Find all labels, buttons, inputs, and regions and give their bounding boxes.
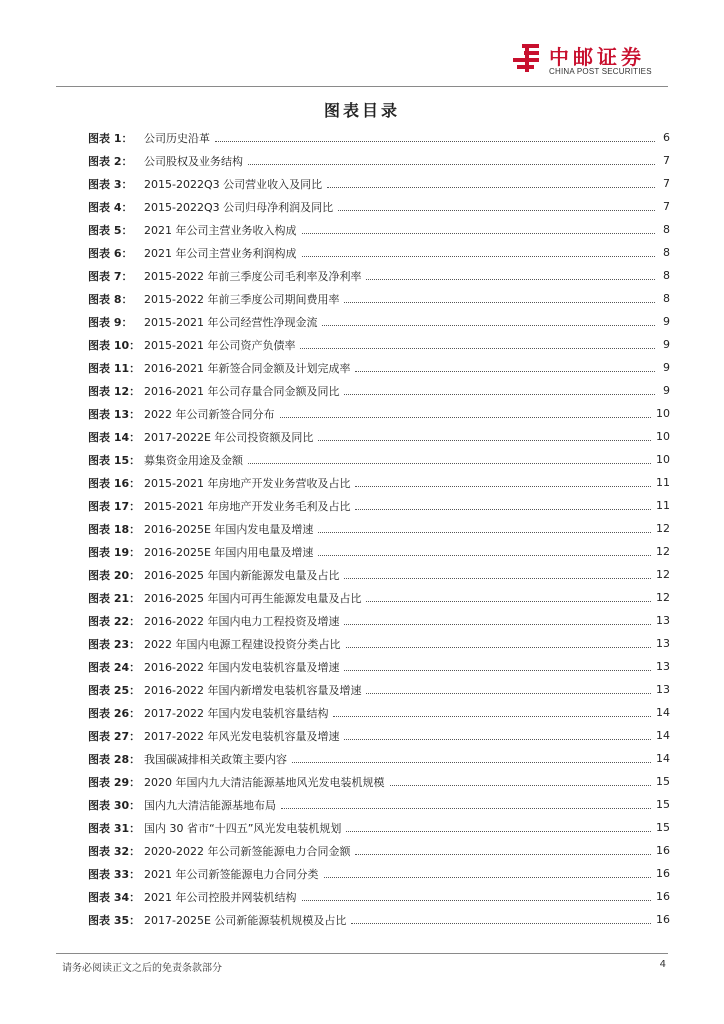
china-post-logo-icon [512, 43, 540, 73]
toc-entry-title: 2017-2022 年风光发电装机容量及增速 [144, 729, 340, 743]
toc-dot-leader [324, 877, 652, 878]
toc-entry[interactable] [88, 655, 670, 678]
toc-entry-label: 图表 21： [88, 591, 141, 605]
toc-entry-page: 16 [656, 890, 670, 903]
toc-entry-title: 募集资金用途及金额 [144, 453, 243, 467]
toc-entry[interactable] [88, 333, 670, 356]
toc-entry[interactable] [88, 816, 670, 839]
toc-entry-title: 国内 30 省市“十四五”风光发电装机规划 [144, 821, 342, 835]
toc-dot-leader [318, 532, 651, 533]
toc-dot-leader [344, 394, 655, 395]
toc-entry-label: 图表 14： [88, 430, 141, 444]
toc-entry-page: 13 [656, 614, 670, 627]
toc-entry-title: 2021 年公司主营业务利润构成 [144, 246, 297, 260]
toc-entry-title: 2020-2022 年公司新签能源电力合同金额 [144, 844, 351, 858]
toc-entry-title: 国内九大清洁能源基地布局 [144, 798, 276, 812]
toc-entry-title: 2016-2021 年新签合同金额及计划完成率 [144, 361, 351, 375]
toc-entry[interactable] [88, 885, 670, 908]
toc-entry[interactable] [88, 701, 670, 724]
toc-entry-label: 图表 28： [88, 752, 141, 766]
toc-entry-title: 2021 年公司主营业务收入构成 [144, 223, 297, 237]
toc-entry-page: 10 [656, 430, 670, 443]
toc-entry-label: 图表 6： [88, 246, 133, 260]
toc-dot-leader [248, 463, 651, 464]
toc-entry-title: 公司历史沿革 [144, 131, 210, 145]
toc-entry-label: 图表 8： [88, 292, 133, 306]
toc-entry-title: 我国碳减排相关政策主要内容 [144, 752, 287, 766]
toc-entry[interactable] [88, 609, 670, 632]
toc-entry-label: 图表 2： [88, 154, 133, 168]
page-number: 4 [659, 959, 666, 970]
toc-entry-label: 图表 29： [88, 775, 141, 789]
toc-dot-leader [302, 900, 652, 901]
toc-entry-label: 图表 27： [88, 729, 141, 743]
toc-entry-label: 图表 1： [88, 131, 133, 145]
toc-dot-leader [318, 440, 651, 441]
toc-entry-title: 2022 年公司新签合同分布 [144, 407, 275, 421]
toc-entry-label: 图表 19： [88, 545, 141, 559]
toc-entry[interactable] [88, 517, 670, 540]
toc-entry[interactable] [88, 241, 670, 264]
toc-entry-page: 11 [656, 476, 670, 489]
toc-entry-title: 2015-2022Q3 公司营业收入及同比 [144, 177, 323, 191]
toc-entry-title: 公司股权及业务结构 [144, 154, 243, 168]
toc-entry-title: 2015-2021 年公司经营性净现金流 [144, 315, 318, 329]
toc-entry-label: 图表 11： [88, 361, 141, 375]
toc-entry-page: 8 [663, 223, 670, 236]
toc-dot-leader [355, 509, 651, 510]
toc-entry-label: 图表 20： [88, 568, 141, 582]
toc-dot-leader [355, 371, 655, 372]
toc-dot-leader [338, 210, 655, 211]
toc-dot-leader [351, 923, 651, 924]
toc-entry-label: 图表 34： [88, 890, 141, 904]
toc-entry[interactable] [88, 448, 670, 471]
toc-dot-leader [302, 233, 656, 234]
toc-entry-title: 2016-2025 年国内可再生能源发电量及占比 [144, 591, 362, 605]
toc-dot-leader [366, 693, 651, 694]
toc-entry-label: 图表 5： [88, 223, 133, 237]
toc-entry-title: 2016-2025E 年国内发电量及增速 [144, 522, 314, 536]
toc-entry-title: 2022 年国内电源工程建设投资分类占比 [144, 637, 341, 651]
toc-entry-label: 图表 10： [88, 338, 141, 352]
toc-dot-leader [366, 601, 651, 602]
toc-entry-page: 7 [663, 200, 670, 213]
toc-entry-label: 图表 31： [88, 821, 141, 835]
toc-entry[interactable] [88, 908, 670, 931]
toc-entry-page: 10 [656, 407, 670, 420]
toc-entry[interactable] [88, 172, 670, 195]
toc-entry[interactable] [88, 287, 670, 310]
toc-entry[interactable] [88, 793, 670, 816]
toc-entry-page: 15 [656, 775, 670, 788]
toc-dot-leader [344, 302, 655, 303]
toc-entry-title: 2016-2022 年国内新增发电装机容量及增速 [144, 683, 362, 697]
toc-entry-title: 2016-2025 年国内新能源发电量及占比 [144, 568, 340, 582]
toc-entry-label: 图表 23： [88, 637, 141, 651]
toc-entry-label: 图表 22： [88, 614, 141, 628]
company-logo [512, 40, 672, 80]
toc-dot-leader [390, 785, 652, 786]
toc-entry-page: 12 [656, 522, 670, 535]
toc-dot-leader [344, 670, 651, 671]
toc-entry-label: 图表 3： [88, 177, 133, 191]
toc-entry-page: 12 [656, 545, 670, 558]
toc-entry-title: 2017-2022E 年公司投资额及同比 [144, 430, 314, 444]
toc-entry-label: 图表 32： [88, 844, 141, 858]
footer-divider [56, 953, 668, 954]
toc-entry-page: 6 [663, 131, 670, 144]
toc-dot-leader [300, 348, 655, 349]
toc-entry[interactable] [88, 402, 670, 425]
toc-entry-label: 图表 15： [88, 453, 141, 467]
toc-entry-page: 16 [656, 913, 670, 926]
toc-dot-leader [355, 486, 651, 487]
toc-dot-leader [327, 187, 655, 188]
toc-entry-label: 图表 33： [88, 867, 141, 881]
toc-entry-page: 15 [656, 821, 670, 834]
toc-entry-page: 9 [663, 361, 670, 374]
toc-entry-page: 11 [656, 499, 670, 512]
toc-entry-label: 图表 35： [88, 913, 141, 927]
toc-entry-page: 16 [656, 867, 670, 880]
toc-dot-leader [344, 624, 651, 625]
toc-entry-label: 图表 17： [88, 499, 141, 513]
toc-entry-title: 2015-2022 年前三季度公司毛利率及净利率 [144, 269, 362, 283]
toc-entry[interactable] [88, 770, 670, 793]
toc-entry[interactable] [88, 540, 670, 563]
toc-entry-label: 图表 18： [88, 522, 141, 536]
toc-dot-leader [215, 141, 655, 142]
toc-entry-page: 8 [663, 246, 670, 259]
toc-entry-title: 2017-2025E 公司新能源装机规模及占比 [144, 913, 347, 927]
toc-entry-page: 13 [656, 637, 670, 650]
toc-entry-page: 8 [663, 269, 670, 282]
toc-entry[interactable] [88, 149, 670, 172]
logo-chinese-name: 中邮证券 [549, 45, 645, 69]
toc-entry-page: 14 [656, 729, 670, 742]
toc-dot-leader [346, 647, 652, 648]
toc-entry-title: 2017-2022 年国内发电装机容量结构 [144, 706, 329, 720]
toc-entry-page: 16 [656, 844, 670, 857]
toc-entry[interactable] [88, 839, 670, 862]
toc-entry-title: 2016-2022 年国内发电装机容量及增速 [144, 660, 340, 674]
header-divider [56, 86, 668, 87]
toc-entry[interactable] [88, 862, 670, 885]
toc-dot-leader [366, 279, 655, 280]
toc-entry[interactable] [88, 126, 670, 149]
toc-entry-page: 9 [663, 384, 670, 397]
toc-entry-title: 2016-2021 年公司存量合同金额及同比 [144, 384, 340, 398]
toc-entry-page: 14 [656, 706, 670, 719]
toc-entry-title: 2021 年公司控股并网装机结构 [144, 890, 297, 904]
toc-entry-page: 9 [663, 315, 670, 328]
toc-entry[interactable] [88, 747, 670, 770]
toc-dot-leader [344, 578, 651, 579]
toc-dot-leader [355, 854, 651, 855]
toc-dot-leader [344, 739, 651, 740]
toc-dot-leader [292, 762, 651, 763]
toc-dot-leader [280, 417, 652, 418]
toc-entry-label: 图表 25： [88, 683, 141, 697]
toc-entry-title: 2016-2022 年国内电力工程投资及增速 [144, 614, 340, 628]
toc-entry[interactable] [88, 563, 670, 586]
toc-entry[interactable] [88, 494, 670, 517]
toc-entry-page: 8 [663, 292, 670, 305]
toc-dot-leader [333, 716, 651, 717]
toc-entry-title: 2015-2021 年公司资产负债率 [144, 338, 296, 352]
logo-english-name: CHINA POST SECURITIES [549, 67, 652, 76]
toc-entry[interactable] [88, 632, 670, 655]
footer-disclaimer: 请务必阅读正文之后的免责条款部分 [62, 963, 222, 974]
toc-dot-leader [281, 808, 651, 809]
figure-list [88, 126, 670, 931]
toc-entry[interactable] [88, 471, 670, 494]
toc-entry-title: 2020 年国内九大清洁能源基地风光发电装机规模 [144, 775, 385, 789]
toc-entry-label: 图表 4： [88, 200, 133, 214]
toc-entry-title: 2016-2025E 年国内用电量及增速 [144, 545, 314, 559]
toc-dot-leader [318, 555, 651, 556]
toc-entry[interactable] [88, 724, 670, 747]
toc-entry-label: 图表 24： [88, 660, 141, 674]
toc-entry[interactable] [88, 218, 670, 241]
toc-entry-title: 2021 年公司新签能源电力合同分类 [144, 867, 319, 881]
toc-entry-page: 7 [663, 154, 670, 167]
toc-entry-page: 13 [656, 660, 670, 673]
toc-entry-page: 10 [656, 453, 670, 466]
toc-entry[interactable] [88, 310, 670, 333]
toc-entry-title: 2015-2022 年前三季度公司期间费用率 [144, 292, 340, 306]
toc-entry-label: 图表 30： [88, 798, 141, 812]
toc-entry[interactable] [88, 356, 670, 379]
toc-title: 图表目录 [323, 101, 400, 120]
toc-entry[interactable] [88, 195, 670, 218]
toc-entry-page: 9 [663, 338, 670, 351]
toc-entry-page: 13 [656, 683, 670, 696]
toc-entry-label: 图表 9： [88, 315, 133, 329]
toc-entry[interactable] [88, 586, 670, 609]
toc-entry[interactable] [88, 678, 670, 701]
toc-entry-title: 2015-2021 年房地产开发业务毛利及占比 [144, 499, 351, 513]
toc-entry-page: 12 [656, 568, 670, 581]
toc-entry[interactable] [88, 264, 670, 287]
toc-entry-label: 图表 7： [88, 269, 133, 283]
toc-entry-label: 图表 13： [88, 407, 141, 421]
toc-entry[interactable] [88, 379, 670, 402]
toc-dot-leader [322, 325, 655, 326]
toc-dot-leader [346, 831, 651, 832]
toc-entry-title: 2015-2021 年房地产开发业务营收及占比 [144, 476, 351, 490]
toc-entry-page: 12 [656, 591, 670, 604]
toc-entry-label: 图表 26： [88, 706, 141, 720]
toc-entry[interactable] [88, 425, 670, 448]
toc-entry-page: 15 [656, 798, 670, 811]
toc-entry-label: 图表 16： [88, 476, 141, 490]
toc-entry-page: 7 [663, 177, 670, 190]
toc-entry-page: 14 [656, 752, 670, 765]
toc-entry-title: 2015-2022Q3 公司归母净利润及同比 [144, 200, 334, 214]
toc-dot-leader [248, 164, 655, 165]
toc-entry-label: 图表 12： [88, 384, 141, 398]
toc-dot-leader [302, 256, 656, 257]
